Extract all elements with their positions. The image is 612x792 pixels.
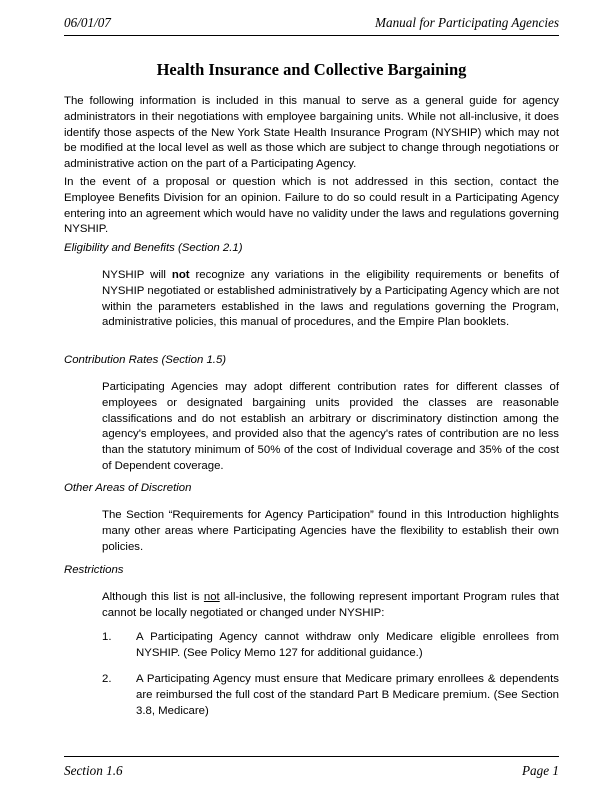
restrictions-text-after: all-inclusive, the following represent important Program rules that cannot be locally negotiated or changed under NYSHIP: — [102, 591, 559, 619]
header-date: 06/01/07 — [64, 15, 111, 30]
list-item-text: A Participating Agency must ensure that Medicare primary enrollees & dependents are reimbursed the full cost of the standard Part B Medicare premium. (See Section 3.8, Medicare) — [136, 673, 559, 717]
restrictions-text-before: Although this list is — [102, 591, 204, 603]
list-item-number: 2. — [102, 673, 112, 685]
contribution-paragraph: Participating Agencies may adopt different contribution rates for different classes of employees or designated bargaining units provided the classes are reasonable classifications and do not establish an arbitrary or discriminatory distinction among the agency's employees, and provided also that the agency's rates of contribution are no less than the statutory minimum of 50% of the cost of Individual coverage and 35% of the cost of Dependent coverage. — [102, 381, 559, 472]
eligibility-text-bold: not — [171, 269, 190, 281]
restrictions-heading: Restrictions — [64, 564, 124, 576]
eligibility-text-before: NYSHIP will — [102, 269, 172, 281]
header-manual-title: Manual for Participating Agencies — [375, 15, 559, 30]
restrictions-text-underline: not — [203, 591, 220, 603]
discretion-heading: Other Areas of Discretion — [64, 482, 192, 494]
eligibility-paragraph — [102, 268, 559, 331]
discretion-paragraph: The Section “Requirements for Agency Participation” found in this Introduction highlights many other areas where Participating Agencies have the flexibility to establish their own policies. — [102, 509, 559, 553]
footer-page-number: Page 1 — [522, 763, 559, 778]
restrictions-paragraph — [102, 590, 559, 622]
page-footer — [64, 756, 559, 781]
page-header — [64, 13, 559, 36]
list-item-text: A Participating Agency cannot withdraw only Medicare eligible enrollees from NYSHIP. (See Policy Memo 127 for additional guidance.) — [136, 631, 559, 659]
eligibility-text-after: recognize any variations in the eligibility requirements or benefits of NYSHIP negotiated or established administratively by a Participating Agency which are not within the parameters established in the laws and regulations governing the Program, administrative policies, this manual of procedures, and the Empire Plan booklets. — [102, 269, 559, 329]
intro-paragraph-2: In the event of a proposal or question which is not addressed in this section, contact the Employee Benefits Division for an opinion. Failure to do so could result in a Participating Agency entering into an agreement which would have no validity under the laws and regulations governing NYSHIP. — [64, 176, 559, 236]
contribution-heading: Contribution Rates (Section 1.5) — [64, 354, 227, 366]
footer-section: Section 1.6 — [64, 763, 123, 778]
intro-paragraph-1: The following information is included in this manual to serve as a general guide for agency administrators in their negotiations with employee bargaining units. While not all-inclusive, it does identify those aspects of the New York State Health Insurance Program (NYSHIP) which may not be modified at the local level as well as those which are subject to change through negotiations or administrative action on the part of a Participating Agency. — [64, 95, 559, 171]
page-title: Health Insurance and Collective Bargaining — [156, 60, 467, 79]
list-item-number: 1. — [102, 631, 112, 643]
eligibility-heading: Eligibility and Benefits (Section 2.1) — [64, 242, 243, 254]
